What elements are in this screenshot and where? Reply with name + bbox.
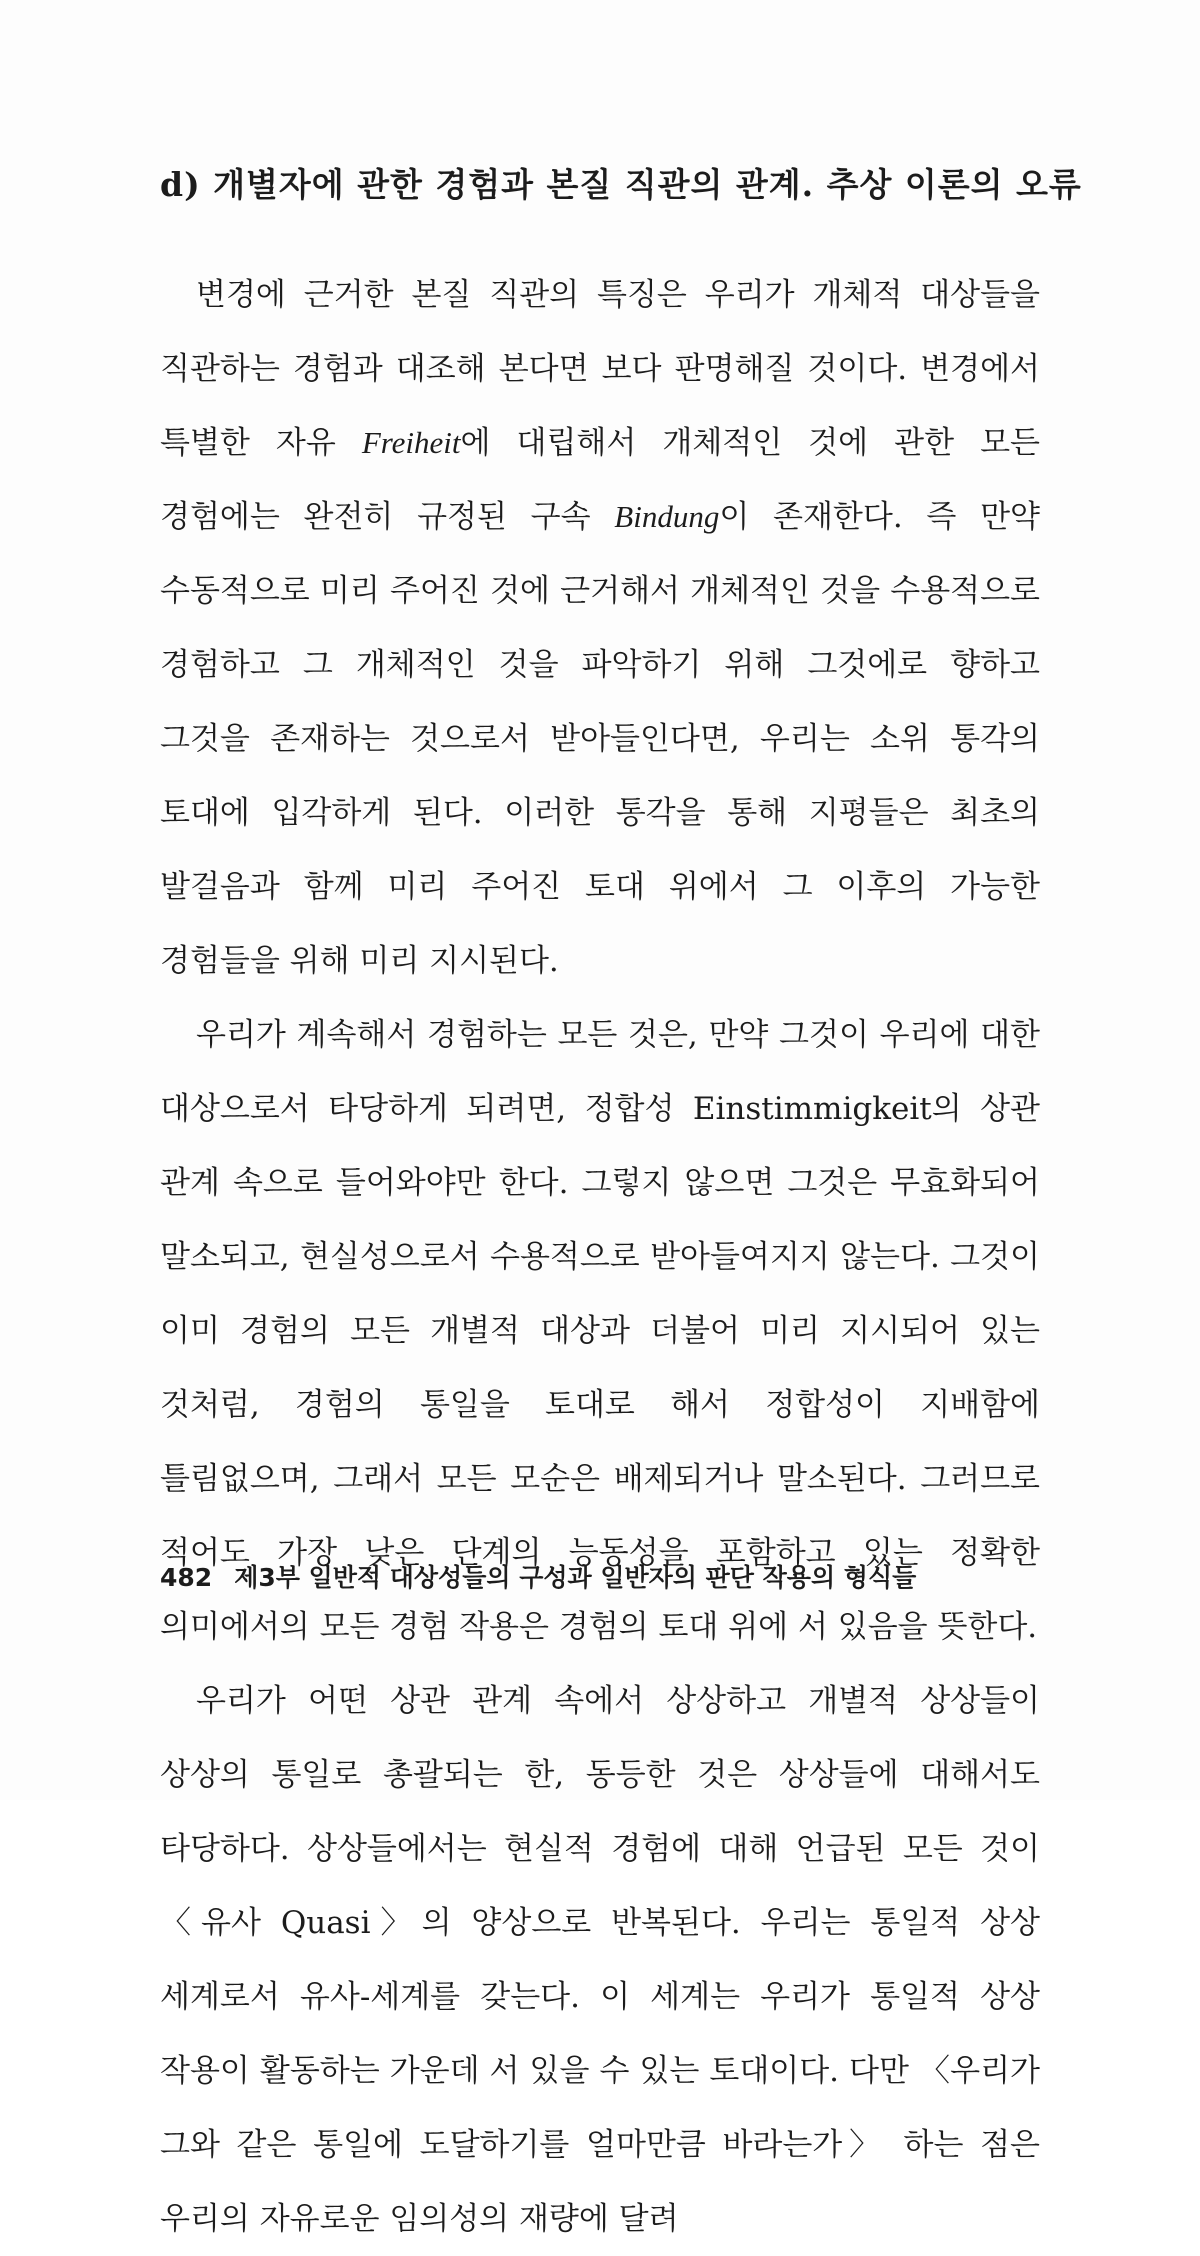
paragraph-3: 우리가 어떤 상관 관계 속에서 상상하고 개별적 상상들이 상상의 통일로 총괄되는 한, 동등한 것은 상상들에 대해서도 타당하다. 상상들에서는 현실적 경험에 대해 언급된 모든 것이 〈유사 Quasi〉의 양상으로 반복된다. 우리는 통일적 상상 세계로서 유사-세계를 갖는다. 이 세계는 우리가 통일적 상상 작용이 활동하는 가운데 서 있을 수 있는 토대이다. 다만 〈우리가 그와 같은 통일에 도달하기를 얼마만큼 바라는가〉 하는 점은 우리의 자유로운 임의성의 재량에 달려 (160, 1683, 1040, 2237)
page-content (160, 150, 1082, 2256)
page-number: 482 (160, 1563, 213, 1592)
section-heading: d) 개별자에 관한 경험과 본질 직관의 관계. 추상 이론의 오류 (160, 165, 1082, 204)
term-freiheit: Freiheit (361, 425, 461, 460)
paragraph-1-part-a: 변경에 근거한 본질 직관의 특징은 우리가 개체적 대상들을 직관하는 경험과 대조해 본다면 보다 판명해질 것이다. 변경에서 특별한 자유 (160, 277, 1040, 461)
paragraph-2: 우리가 계속해서 경험하는 모든 것은, 만약 그것이 우리에 대한 대상으로서 타당하게 되려면, 정합성 Einstimmigkeit의 상관 관계 속으로 들어와야만 한다. 그렇지 않으면 그것은 무효화되어 말소되고, 현실성으로서 수용적으로 받아들여지지 않는다. 그것이 이미 경험의 모든 개별적 대상과 더불어 미리 지시되어 있는 것처럼, 경험의 통일을 토대로 해서 정합성이 지배함에 틀림없으며, 그래서 모든 모순은 배제되거나 말소된다. 그러므로 적어도 가장 낮은 단계의 능동성을 포함하고 있는 정확한 의미에서의 모든 경험 작용은 경험의 토대 위에 서 있음을 뜻한다. (160, 1017, 1040, 1645)
running-title: 제3부 일반적 대상성들의 구성과 일반자의 판단 작용의 형식들 (234, 1563, 917, 1592)
paragraph-1-part-c: 이 존재한다. 즉 만약 수동적으로 미리 주어진 것에 근거해서 개체적인 것을 수용적으로 경험하고 그 개체적인 것을 파악하기 위해 그것에로 향하고 그것을 존재하는 것으로서 받아들인다면, 우리는 소위 통각의 토대에 입각하게 된다. 이러한 통각을 통해 지평들은 최초의 발걸음과 함께 미리 주어진 토대 위에서 그 이후의 가능한 경험들을 위해 미리 지시된다. (160, 499, 1040, 979)
paragraph-1-part-b: 에 대립해서 개체적인 것에 관한 모든 경험에는 완전히 규정된 구속 (160, 425, 1040, 535)
term-bindung: Bindung (614, 499, 720, 534)
page-footer (160, 1558, 1040, 1598)
paragraph-1 (160, 258, 1040, 998)
